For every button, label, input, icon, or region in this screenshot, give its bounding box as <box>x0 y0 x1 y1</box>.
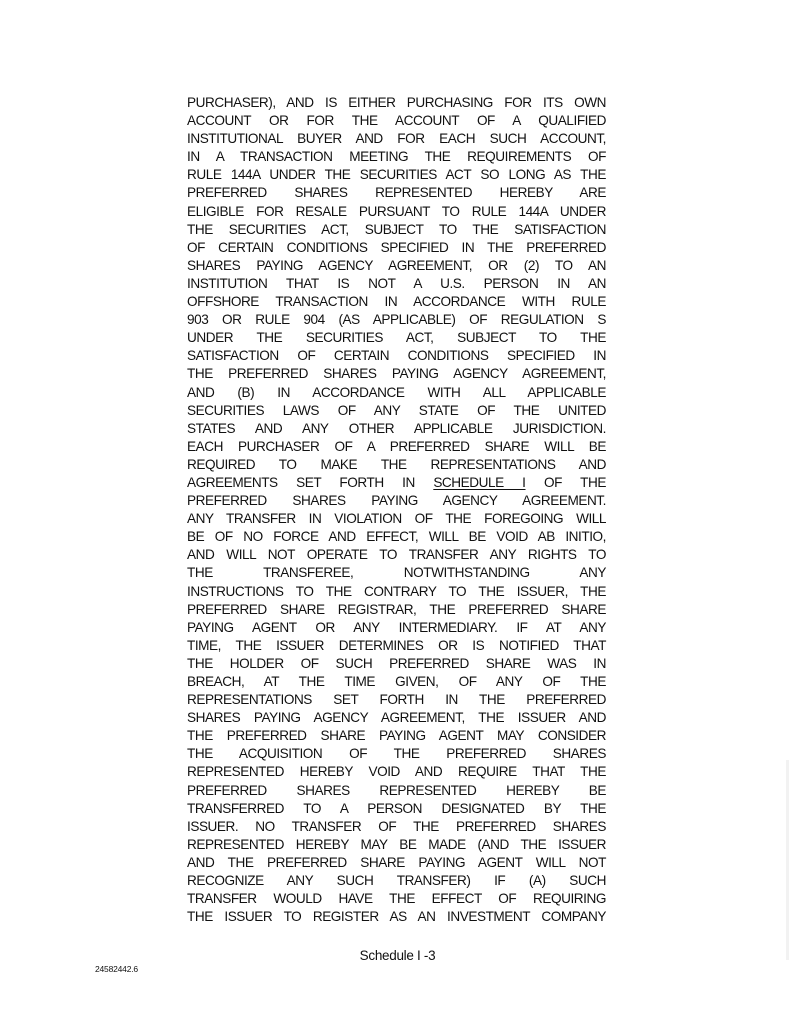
text-line: THE SECURITIES ACT, SUBJECT TO THE SATISFACTION <box>187 221 606 237</box>
schedule-i-link[interactable]: SCHEDULE I <box>433 474 526 490</box>
scan-edge-shadow <box>786 760 789 960</box>
text-line: SECURITIES LAWS OF ANY STATE OF THE UNITED <box>187 402 606 418</box>
text-line: UNDER THE SECURITIES ACT, SUBJECT TO THE <box>187 330 606 346</box>
text-line: AND WILL NOT OPERATE TO TRANSFER ANY RIGHTS TO <box>187 547 606 563</box>
text-line: TRANSFER WOULD HAVE THE EFFECT OF REQUIRING <box>187 891 606 907</box>
text-line: INSTITUTION THAT IS NOT A U.S. PERSON IN AN <box>187 275 606 291</box>
text-line: ACCOUNT OR FOR THE ACCOUNT OF A QUALIFIED <box>187 113 606 129</box>
text-line: 903 OR RULE 904 (AS APPLICABLE) OF REGULATION S <box>187 312 606 328</box>
text-line: THE PREFERRED SHARES PAYING AGENCY AGREEMENT, <box>187 366 606 382</box>
legend-text-block <box>187 94 606 926</box>
text-line: THE ISSUER TO REGISTER AS AN INVESTMENT COMPANY <box>187 909 606 925</box>
document-id: 24582442.6 <box>95 964 138 974</box>
text-line: IN A TRANSACTION MEETING THE REQUIREMENTS OF <box>187 149 606 165</box>
text-line: PAYING AGENT OR ANY INTERMEDIARY. IF AT ANY <box>187 619 606 635</box>
text-line: INSTRUCTIONS TO THE CONTRARY TO THE ISSUER, THE <box>187 583 606 599</box>
text-line: ELIGIBLE FOR RESALE PURSUANT TO RULE 144A UNDER <box>187 203 606 219</box>
page-label: Schedule I -3 <box>359 948 436 963</box>
text-line: TIME, THE ISSUER DETERMINES OR IS NOTIFIED THAT <box>187 637 606 653</box>
text-line: BE OF NO FORCE AND EFFECT, WILL BE VOID AB INITIO, <box>187 529 606 545</box>
text-line: TRANSFERRED TO A PERSON DESIGNATED BY THE <box>187 800 606 816</box>
text-line: THE PREFERRED SHARE PAYING AGENT MAY CONSIDER <box>187 728 606 744</box>
text-line: SATISFACTION OF CERTAIN CONDITIONS SPECIFIED IN <box>187 348 606 364</box>
text-line: THE HOLDER OF SUCH PREFERRED SHARE WAS IN <box>187 655 606 671</box>
text-line: SHARES PAYING AGENCY AGREEMENT, THE ISSUER AND <box>187 710 606 726</box>
text-line-prefix: AGREEMENTS SET FORTH IN <box>187 474 434 490</box>
text-line: PREFERRED SHARES PAYING AGENCY AGREEMENT. <box>187 493 606 509</box>
text-line: INSTITUTIONAL BUYER AND FOR EACH SUCH ACCOUNT, <box>187 131 606 147</box>
text-line: PURCHASER), AND IS EITHER PURCHASING FOR ITS OWN <box>187 95 606 110</box>
text-line: PREFERRED SHARES REPRESENTED HEREBY ARE <box>187 185 606 201</box>
text-line: EACH PURCHASER OF A PREFERRED SHARE WILL BE <box>187 438 606 454</box>
text-line: BREACH, AT THE TIME GIVEN, OF ANY OF THE <box>187 674 606 689</box>
text-line: RECOGNIZE ANY SUCH TRANSFER) IF (A) SUCH <box>187 873 606 889</box>
text-line: REPRESENTED HEREBY MAY BE MADE (AND THE ISSUER <box>187 836 606 852</box>
text-line: REPRESENTED HEREBY VOID AND REQUIRE THAT THE <box>187 764 606 780</box>
text-line: AND THE PREFERRED SHARE PAYING AGENT WILL NOT <box>187 854 606 870</box>
text-line: REQUIRED TO MAKE THE REPRESENTATIONS AND <box>187 456 606 472</box>
text-line: RULE 144A UNDER THE SECURITIES ACT SO LONG AS THE <box>187 167 606 183</box>
text-line: AND (B) IN ACCORDANCE WITH ALL APPLICABLE <box>187 384 606 400</box>
text-line: OFFSHORE TRANSACTION IN ACCORDANCE WITH RULE <box>187 294 606 310</box>
text-line: PREFERRED SHARE REGISTRAR, THE PREFERRED SHARE <box>187 601 606 617</box>
text-line: STATES AND ANY OTHER APPLICABLE JURISDICTION. <box>187 420 606 436</box>
text-line: OF CERTAIN CONDITIONS SPECIFIED IN THE PREFERRED <box>187 239 606 255</box>
text-line: THE ACQUISITION OF THE PREFERRED SHARES <box>187 746 606 762</box>
text-line: ISSUER. NO TRANSFER OF THE PREFERRED SHARES <box>187 818 606 834</box>
text-line: REPRESENTATIONS SET FORTH IN THE PREFERRED <box>187 692 606 708</box>
text-line: SHARES PAYING AGENCY AGREEMENT, OR (2) TO AN <box>187 257 606 273</box>
text-line-suffix: OF THE <box>525 474 606 490</box>
text-line: THE TRANSFEREE, NOTWITHSTANDING ANY <box>187 565 606 581</box>
text-line-with-schedule-reference <box>187 474 606 492</box>
page-footer <box>0 948 791 963</box>
text-line: ANY TRANSFER IN VIOLATION OF THE FOREGOING WILL <box>187 511 606 527</box>
text-line: PREFERRED SHARES REPRESENTED HEREBY BE <box>187 782 606 798</box>
